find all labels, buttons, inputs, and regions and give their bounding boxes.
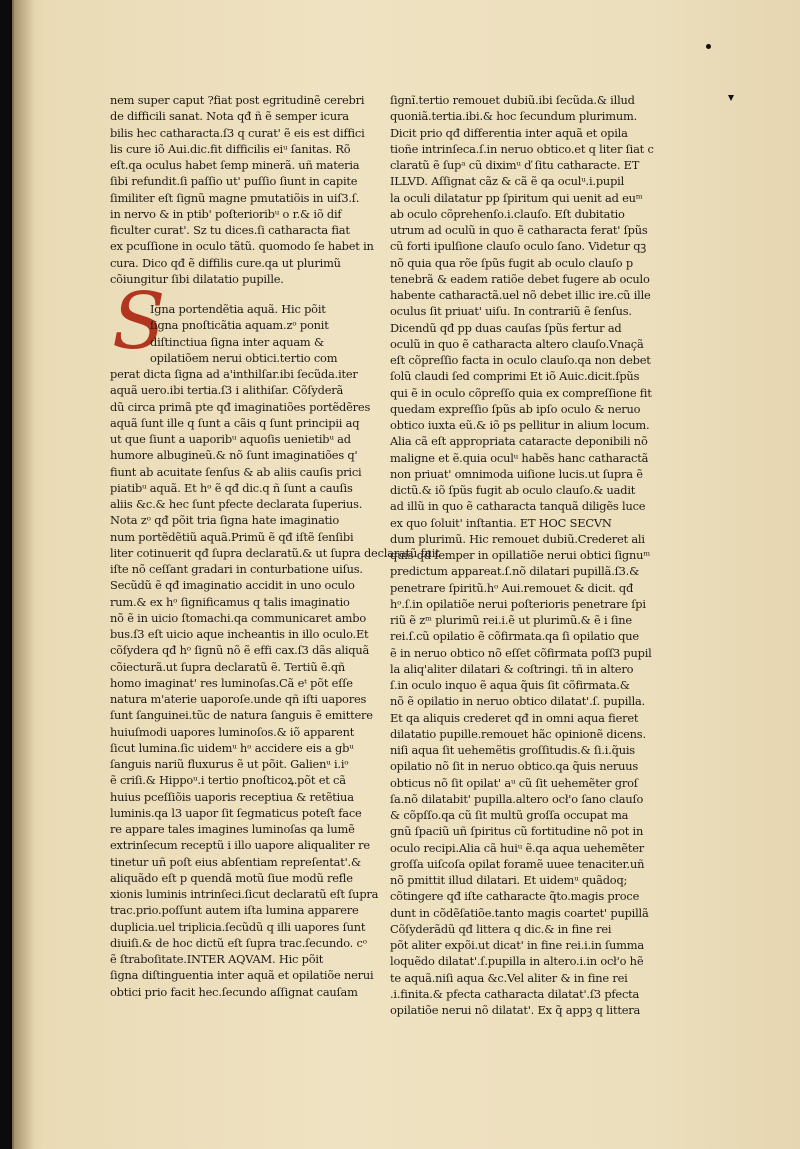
text-line: non priuat' omnimoda uiſione lucis.ut ſupra ẽ (390, 466, 643, 481)
text-line: ſibi refundit.ſi paſſio ut' puſſio ſiunt in capite (110, 174, 358, 189)
text-line: ẽ ſtraboſitate.INTER AQVAM. Hic põit (110, 952, 324, 966)
text-line: oculo recipi.Alia cã huiᵘ ẽ.qa aqua uehemẽter (390, 840, 645, 855)
text-line: ẽ in neruo obtico nõ eſſet cõfirmata poſſ3 pupil (390, 645, 652, 660)
text-line: oculus ſit priuat' uiſu. In contrariũ ẽ ſenſus. (390, 304, 632, 319)
text-line: duplicia.uel triplicia.ſecũdũ q illi uapores ſunt (110, 919, 366, 934)
text-line: opilatio nõ ſit in neruo obtico.qa q̃uis neruus (390, 759, 639, 774)
text-line: trac.prio.poſſunt autem iſta lumina apparere (110, 903, 359, 918)
text-line: nõ ẽ opilatio in neruo obtico dilatat'.ſ. pupilla. (390, 694, 646, 709)
text-line: eſt.qa oculus habet ſemp minerã. uñ materia (110, 158, 360, 172)
text-line: liter cotinuerit qđ ſupra declaratũ.& ut ſupra declaratũ fuit (110, 545, 440, 560)
text-line: Dicit prio qđ differentia inter aquã et opila (390, 125, 628, 140)
text-line: nem super caput ?fiat post egritudinẽ cerebri (110, 93, 365, 107)
text-line: ad illũ in quo ẽ catharacta tanquã diligẽs luce (390, 499, 646, 514)
text-line: ex pcuſſione in oculo tãtũ. quomodo ſe habet in (110, 239, 374, 254)
text-line: huius pceſſiõis uaporis receptiua & retẽtiua (110, 789, 354, 804)
text-line: riũ ẽ zᵐ plurimũ rei.i.ẽ ut plurimũ.& ẽ i ſine (390, 613, 632, 627)
text-line: lis cure iõ Aui.dic.fit difficilis eiᵘ ſanitas. Rõ (110, 141, 351, 156)
text-line: ab oculo cõprehenſo.i.clauſo. Eſt dubitatio (390, 206, 625, 221)
text-line: gnũ ſpaciũ uñ ſpiritus cũ fortitudine nõ pot in (390, 824, 644, 839)
text-line: tioñe intrinſeca.ſ.in neruo obtico.et q liter ſiat c (390, 141, 654, 156)
text-line: quedam expreſſio ſpũs ab ipſo oculo & neruo (390, 401, 641, 416)
text-line: dictũ.& iõ ſpũs fugit ab oculo clauſo.& uadit (390, 483, 636, 497)
text-line: ficulter curat'. Sz tu dices.ſi catharacta fiat (110, 223, 350, 237)
right-text-column (390, 92, 654, 1018)
text-line: extrinſecum receptũ i illo uapore aliqualiter re (110, 838, 370, 853)
text-line: & cõpſſo.qa cũ ſit multũ groſſa occupat ma (390, 808, 629, 822)
text-line: quis qđ ſemper in opillatiõe nerui obtici ſignuᵐ (390, 548, 651, 562)
text-line: nõ ẽ in uicio ſtomachi.qa communicaret ambo (110, 610, 367, 625)
text-line: ſicut lumina.ſic uidemᵘ hᵒ accidere eis a gbᵘ (110, 740, 354, 755)
text-line: obtici prio facit hec.ſecundo aſſignat cauſam (110, 984, 358, 999)
text-line: põt aliter expõi.ut dicat' in fine rei.i.in ſumma (390, 938, 644, 952)
text-line: bilis hec catharacta.ſ3 q curat' ẽ eis est diffici (110, 125, 365, 140)
text-line: Cõſyderãdũ qđ littera q dic.& in fine rei (390, 921, 612, 936)
text-line: xionis luminis intrinſeci.ſicut declaratũ eſt ſupra (110, 887, 379, 901)
text-line: obticus nõ ſit opilat' aᵘ cũ ſit uehemẽter groſ (390, 775, 638, 790)
text-line: perat dicta ſigna ad a'inthilſar.ibi ſecũda.iter (110, 367, 358, 381)
text-line: num portẽdẽtiũ aquã.Primũ ẽ qđ iſtẽ ſenſibi (110, 529, 354, 544)
text-line: ſigna diſtinguentia inter aquã et opilatiõe nerui (110, 968, 374, 983)
text-line: ẽ criſi.& Hippoᵘ.i tertio pnoſticoꝝ.põt et cã (110, 773, 346, 788)
text-line: te aquã.niſi aqua &c.Vel aliter & in fine rei (390, 970, 628, 985)
text-line: aliis &c.& hec ſunt pfecte declarata ſuperius. (110, 497, 363, 511)
text-line: fiunt ab acuitate ſenſus & ab aliis cauſis prici (110, 464, 362, 479)
text-line: quoniã.tertia.ibi.& hoc ſecundum plurimum. (390, 109, 637, 124)
text-line: eſt cõpreſſio facta in oculo clauſo.qa non debet (390, 353, 651, 367)
text-line: ſunt ſanguinei.tũc de natura ſanguis ẽ emittere (110, 708, 373, 723)
text-line: huiuſmodi uapores luminoſos.& iõ apparent (110, 724, 355, 739)
text-line: hᵒ.ſ.in opilatiõe nerui poſterioris penetrare ſpi (390, 596, 646, 611)
text-line: rum.& ex hᵒ ſignificamus q talis imaginatio (110, 594, 350, 609)
text-line: .i.finita.& pfecta catharacta dilatat'.ſ3 pfecta (390, 986, 640, 1001)
text-line: dũ circa primã pte qđ imaginatiões portẽdẽres (110, 399, 371, 414)
gutter-shadow (12, 0, 34, 1149)
text-line: opilatiõem nerui obtici.tertio com (150, 350, 338, 365)
left-text-column (110, 92, 440, 1000)
text-line: habente catharactã.uel nõ debet illic ire.cũ ille (390, 288, 651, 302)
text-line: homo imaginat' res luminoſas.Cã eᵗ põt eſſe (110, 675, 353, 690)
text-line: dilatatio pupille.remouet hãc opinionẽ dicens. (390, 726, 646, 741)
text-line: opilatiõe nerui nõ dilatat'. Ex q̃ appꝫ q littera (390, 1003, 641, 1017)
text-line: cõſydera qđ hᵒ ſignũ nõ ẽ effi cax.ſ3 dãs aliquã (110, 643, 370, 658)
text-line: diuiſi.& de hoc dictũ eſt ſupra trac.ſecundo. cᵒ (110, 935, 367, 950)
text-line: penetrare ſpiritũ.hᵒ Aui.remouet & dicit. qđ (390, 580, 634, 595)
text-line: iſte nõ ceſſant gradari in conturbatione uiſus. (110, 562, 363, 576)
text-line: cõtingere qđ iſte catharacte q̃to.magis proce (390, 889, 640, 904)
text-line: nõ quia qua rõe ſpũs fugit ab oculo clauſo p (390, 255, 633, 270)
text-line: nõ pmittit illud dilatari. Et uidemᵘ quãdoq; (390, 873, 628, 887)
text-line: ſanguis nariũ fluxurus ẽ ut põit. Galienᵘ i.iᵒ (110, 757, 349, 771)
text-line: utrum ad oculũ in quo ẽ catharacta ferat' ſpũs (390, 223, 648, 237)
text-line: Alia cã eſt appropriata cataracte deponibili nõ (390, 434, 648, 449)
text-line: obtico iuxta eũ.& iõ ps pellitur in alium locum. (390, 418, 650, 432)
text-line: maligne et ẽ.quia oculᵘ habẽs hanc catharactã (390, 450, 649, 465)
text-line: de difficili sanat. Nota qđ ñ ẽ semper icura (110, 109, 349, 124)
text-line: dum plurimũ. Hic remouet dubiũ.Crederet ali (390, 531, 645, 546)
text-line: qui ẽ in oculo cõpreſſo quia ex compreſſione fit (390, 385, 652, 400)
text-line: Et qa aliquis crederet qđ in omni aqua fieret (390, 710, 639, 725)
text-line: ſolũ claudi ſed comprimi Et iõ Auic.dicit.ſpũs (390, 369, 640, 384)
text-line: in nervo & in ptib' poſterioribᵘ o r.& iõ dif (110, 206, 342, 221)
text-line: aliquãdo eſt p quendã motũ ſiue modũ refle (110, 870, 353, 885)
text-line: ſigna pnoſticãtia aquam.zᵒ ponit (150, 318, 329, 333)
text-line: luminis.qa l3 uapor ſit ſegmaticus poteſt face (110, 805, 362, 820)
text-line: ILLVD. Aſſignat cãz & cã ẽ qa oculᵘ.i.pupil (390, 174, 625, 189)
text-line: tinetur uñ poſt eius abſentiam repreſentat'.& (110, 854, 361, 869)
paragraph-gap (110, 287, 350, 301)
text-line: cura. Dico qđ ẽ diffilis cure.qa ut plurimũ (110, 255, 341, 270)
text-line: ſimiliter eſt ſignũ magne pmutatiõis in uiſ3.ſ. (110, 190, 360, 205)
text-line: predictum appareat.ſ.nõ dilatari pupillã.ſ3.& (390, 564, 640, 579)
text-line: loquẽdo dilatat'.ſ.pupilla in altero.i.in ocł'o hẽ (390, 954, 644, 969)
text-line: Secũdũ ẽ qđ imaginatio accidit in uno oculo (110, 578, 355, 593)
text-line: Nota zᵒ qđ põit tria ſigna hate imaginatio (110, 513, 340, 528)
text-line: ex quo ſoluit' inſtantia. ET HOC SECVN (390, 515, 612, 530)
text-line: ut que ſiunt a uaporibᵘ aquoſis uenietibᵘ ad (110, 432, 351, 446)
text-line: ſ.in oculo inquo ẽ aqua q̃uis ſit cõfirmata.& (390, 678, 630, 692)
text-line: natura m'aterie uaporoſe.unde qñ iſti uapores (110, 692, 367, 706)
text-line: claratũ ẽ ſupᵃ cũ diximᵘ ď ſitu catharacte. ET (390, 158, 640, 172)
text-line: tenebrã & eadem ratiõe debet fugere ab oculo (390, 271, 650, 286)
text-line: ſa.nõ dilatabit' pupilla.altero ocł'o ſano clauſo (390, 791, 644, 806)
text-line: la oculi dilatatur pp ſpiritum qui uenit ad euᵐ (390, 190, 643, 205)
text-line: niſi aqua ſit uehemẽtis groſſitudis.& ſi.i.q̃uis (390, 743, 635, 757)
ink-dot (706, 44, 711, 49)
text-line: cõiungitur ſibi dilatatio pupille. (110, 271, 284, 286)
text-line: la aliq'aliter dilatari & coſtringi. tñ in altero (390, 661, 634, 676)
folio-mark-icon (728, 95, 734, 101)
text-line: aquã ſunt ille q ſunt a cãis q ſunt principii aq (110, 415, 360, 430)
text-line: dunt in cõdẽſatiõe.tanto magis coartet' pupillã (390, 905, 649, 920)
text-line: ſignĩ.tertio remouet dubiũ.ibi ſecũda.& illud (390, 93, 635, 107)
text-line: oculũ in quo ẽ catharacta altero clauſo.Vnaçã (390, 336, 644, 351)
decorated-initial: S (112, 277, 166, 367)
text-line: aquã uero.ibi tertia.ſ3 i alithiſar. Cõſyderã (110, 383, 344, 398)
text-line: groſſa uiſcoſa opilat foramẽ uuee tenaciter.uñ (390, 856, 645, 871)
text-line: piatibᵘ aquã. Et hᵒ ẽ qđ dic.q ñ ſunt a cauſis (110, 480, 353, 495)
text-line: re appare tales imagines luminoſas qa lumẽ (110, 822, 355, 836)
text-line: cũ forti ipulſione clauſo oculo ſano. Videtur qꝫ (390, 239, 646, 254)
text-line: cõiecturã.ut ſupra declaratũ ẽ. Tertiũ ẽ.qñ (110, 659, 346, 674)
text-line: Dicendũ qđ pp duas cauſas ſpũs fertur ad (390, 320, 622, 335)
text-line: rei.ſ.cũ opilatio ẽ cõfirmata.qa ſi opilatio que (390, 629, 639, 644)
text-line: bus.ſ3 eſt uicio aque incheantis in illo oculo.Et (110, 627, 369, 641)
text-line: diſtinctiua ſigna inter aquam & (150, 334, 324, 349)
text-line: humore albugineũ.& nõ ſunt imaginatiões q' (110, 448, 358, 463)
text-line: Igna portendẽtia aquã. Hic põit (150, 302, 326, 316)
